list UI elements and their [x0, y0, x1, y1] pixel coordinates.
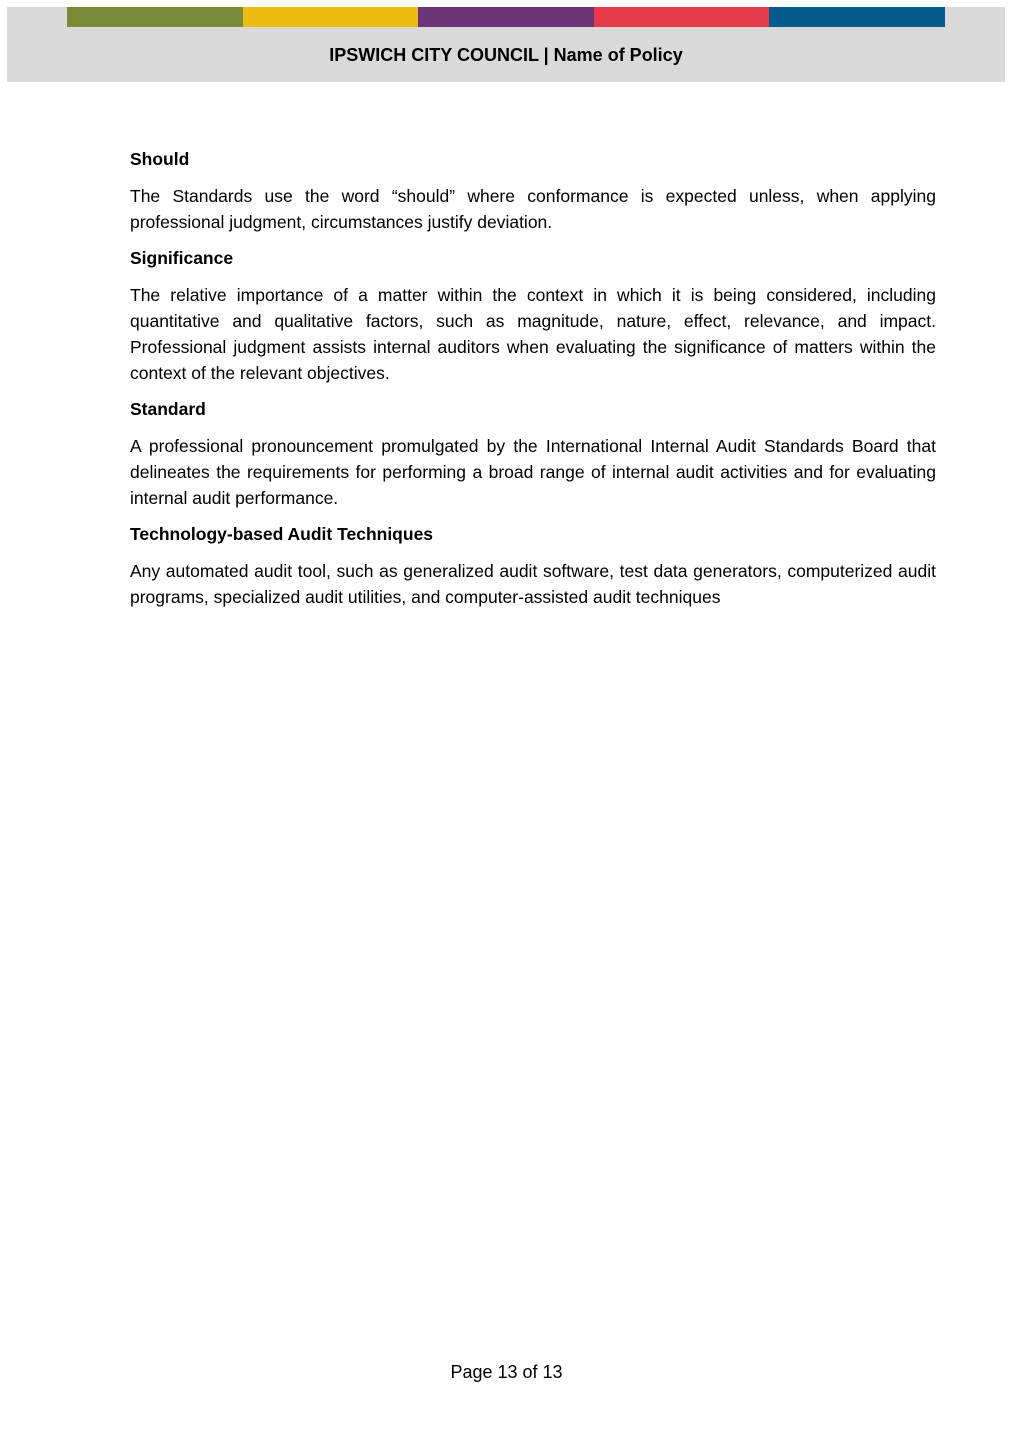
glossary-entry	[130, 396, 936, 511]
page-header	[7, 7, 1005, 82]
color-strip-segment	[418, 7, 594, 27]
color-strip-segment	[243, 7, 419, 27]
color-strip-segment	[769, 7, 945, 27]
page-number: Page 13 of 13	[450, 1362, 563, 1382]
glossary-definition: The Standards use the word “should” where conformance is expected unless, when applying professional judgment, circumstances justify deviation.	[130, 186, 936, 232]
brand-color-strip	[67, 7, 945, 27]
glossary-definition: A professional pronouncement promulgated by the International Internal Audit Standards Board that delineates the requirements for performing a broad range of internal audit activities and for evaluating internal audit performance.	[130, 436, 936, 508]
header-title: IPSWICH CITY COUNCIL | Name of Policy	[329, 45, 683, 65]
glossary-section	[130, 146, 936, 620]
glossary-term: Technology-based Audit Techniques	[130, 524, 434, 544]
glossary-entry	[130, 245, 936, 386]
color-strip-segment	[594, 7, 770, 27]
glossary-term: Standard	[130, 399, 206, 419]
glossary-term: Should	[130, 149, 190, 169]
color-strip-segment	[67, 7, 243, 27]
glossary-entry	[130, 521, 936, 610]
glossary-entry	[130, 146, 936, 235]
glossary-definition: The relative importance of a matter within the context in which it is being considered, including quantitative and qualitative factors, such as magnitude, nature, effect, relevance, and impact. Professional judgment assists internal auditors when evaluating the significance of matters within the context of the relevant objectives.	[130, 285, 936, 383]
glossary-definition: Any automated audit tool, such as generalized audit software, test data generators, computerized audit programs, specialized audit utilities, and computer-assisted audit techniques	[130, 561, 936, 607]
glossary-term: Significance	[130, 248, 234, 268]
